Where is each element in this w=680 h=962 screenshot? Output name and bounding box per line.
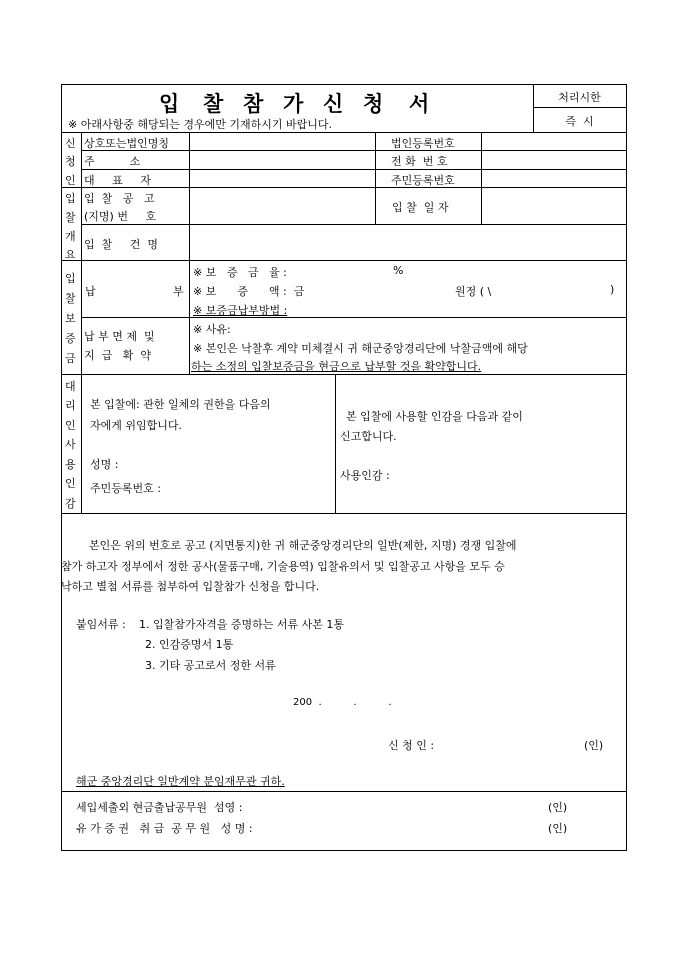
attachments-label: 붙임서류 : xyxy=(76,618,126,631)
company-name-field[interactable] xyxy=(191,134,373,149)
attachment-item: 3. 기타 공고로서 정한 서류 xyxy=(145,659,276,672)
title-char: 찰 xyxy=(203,91,224,116)
section-char: 사 xyxy=(65,438,76,451)
section-char: 대 xyxy=(65,380,76,393)
exemption-label-2: 지 급 확 약 xyxy=(84,349,151,362)
declaration-line1: 본인은 위의 번호로 공고 (지면통지)한 귀 해군중앙경리단의 일반(제한, 지명) 경쟁 입찰에 xyxy=(89,539,517,552)
attachment-item: 2. 인감증명서 1통 xyxy=(145,638,234,651)
securities-official-seal-mark: (인) xyxy=(548,822,568,835)
phone-field[interactable] xyxy=(483,152,624,167)
addressee-text: 해군 중앙경리단 일반계약 분임재무관 귀하. xyxy=(76,775,285,788)
bond-rate-label: ※ 보 증 금 율 : xyxy=(193,266,287,279)
notice-no-label-2: (지명) 번 호 xyxy=(84,210,157,223)
securities-official-label: 유 가 증 권 취 급 공 무 원 성 명 : xyxy=(76,822,253,835)
section-char: 신 xyxy=(65,137,76,150)
corp-reg-no-field[interactable] xyxy=(483,134,624,149)
company-name-label: 상호또는법인명칭 xyxy=(84,137,170,150)
declaration-line3: 낙하고 별첨 서류를 첨부하여 입찰참가 신청을 합니다. xyxy=(61,580,320,593)
exemption-label: 납 부 면 제 및 xyxy=(84,330,155,343)
declaration-line2: 참가 하고자 정부에서 정한 공사(물품구매, 기술용역) 입찰유의서 및 입찰공고 사항을 모두 승 xyxy=(61,560,505,573)
bid-date-label: 입 찰 일 자 xyxy=(392,201,449,214)
title-char: 참 xyxy=(243,91,264,116)
applicant-seal-mark: (인) xyxy=(584,739,604,752)
date-line: 200 . . . xyxy=(293,697,392,708)
processing-period-label: 처리시한 xyxy=(558,91,601,104)
agent-id-label: 주민등록번호 : xyxy=(90,482,161,495)
exemption-reason-label: ※ 사유: xyxy=(193,323,231,336)
representative-label: 대 표 자 xyxy=(84,174,151,187)
agent-name-field[interactable] xyxy=(130,455,330,470)
representative-field[interactable] xyxy=(191,171,373,186)
section-char: 금 xyxy=(65,352,76,365)
title-char: 청 xyxy=(363,91,384,116)
notice-no-field[interactable] xyxy=(191,189,373,222)
agent-name-label: 성명 : xyxy=(90,458,119,471)
processing-period-value: 즉 시 xyxy=(565,115,594,128)
seal-field[interactable] xyxy=(400,450,620,505)
notice-no-label: 입 찰 공 고 xyxy=(84,192,155,205)
phone-label: 전 화 번 호 xyxy=(391,155,448,168)
section-char: 인 xyxy=(65,477,76,490)
seal-text-line2: 신고합니다. xyxy=(340,430,397,443)
cash-official-seal-mark: (인) xyxy=(548,801,568,814)
pledge-text-line2: 하는 소정의 입찰보증금을 현금으로 납부할 것을 확약합니다. xyxy=(191,360,482,373)
title-char: 서 xyxy=(409,91,430,116)
bid-date-field[interactable] xyxy=(483,189,624,222)
bond-amount-close: ) xyxy=(610,283,615,296)
bond-amount-won: 원정 ( \ xyxy=(455,285,492,298)
resident-reg-no-field[interactable] xyxy=(483,171,624,186)
section-char: 인 xyxy=(65,174,76,187)
section-char: 요 xyxy=(65,248,76,261)
cash-official-label: 세입세출외 현금출납공무원 섬영 : xyxy=(76,801,243,814)
section-char: 감 xyxy=(65,497,76,510)
section-char: 리 xyxy=(65,399,76,412)
resident-reg-no-label: 주민등록번호 xyxy=(391,174,455,187)
section-char: 증 xyxy=(65,332,76,345)
section-char: 찰 xyxy=(65,211,76,224)
bid-name-label: 입 찰 건 명 xyxy=(84,238,158,251)
applicant-signature-field[interactable] xyxy=(455,735,575,751)
section-char: 개 xyxy=(65,230,76,243)
bond-amount-label: ※ 보 증 액 : 금 xyxy=(193,285,305,298)
seal-text-line1: 본 입찰에 사용할 인감을 다음과 같이 xyxy=(346,410,523,423)
title-char: 가 xyxy=(283,91,304,116)
bond-rate-unit: % xyxy=(393,264,404,277)
payment-label-2: 부 xyxy=(173,285,184,298)
bond-method-label: ※ 보증금납부방법 : xyxy=(193,304,288,317)
delegation-text-line2: 자에게 위임합니다. xyxy=(90,419,183,432)
pledge-text-line1: ※ 본인은 낙찰후 계약 미체결시 귀 해군중앙경리단에 낙찰금액에 해당 xyxy=(193,342,528,355)
delegation-text-line1: 본 입찰에: 관한 일체의 권한을 다음의 xyxy=(90,398,271,411)
section-char: 입 xyxy=(65,272,76,285)
title-char: 신 xyxy=(323,91,344,116)
section-char: 찰 xyxy=(65,292,76,305)
title-char: 입 xyxy=(159,91,180,116)
section-char: 청 xyxy=(65,155,76,168)
bid-name-field[interactable] xyxy=(191,226,624,258)
attachment-item: 1. 입찰참가자격을 증명하는 서류 사본 1통 xyxy=(139,618,344,631)
corp-reg-no-label: 법인등록번호 xyxy=(391,137,455,150)
applicant-signature-label: 신 청 인 : xyxy=(388,739,435,752)
payment-label: 납 xyxy=(85,285,96,298)
section-char: 인 xyxy=(65,419,76,432)
securities-official-signature-field[interactable] xyxy=(290,818,540,833)
seal-label: 사용인감 : xyxy=(340,469,390,482)
notice-text: ※ 아래사항중 해당되는 경우에만 기재하시기 바랍니다. xyxy=(68,118,332,131)
section-char: 보 xyxy=(65,312,76,325)
address-label: 주 소 xyxy=(84,155,141,168)
section-char: 입 xyxy=(65,192,76,205)
address-field[interactable] xyxy=(191,152,373,167)
cash-official-signature-field[interactable] xyxy=(290,797,540,812)
section-char: 용 xyxy=(65,458,76,471)
agent-id-field[interactable] xyxy=(180,479,330,494)
